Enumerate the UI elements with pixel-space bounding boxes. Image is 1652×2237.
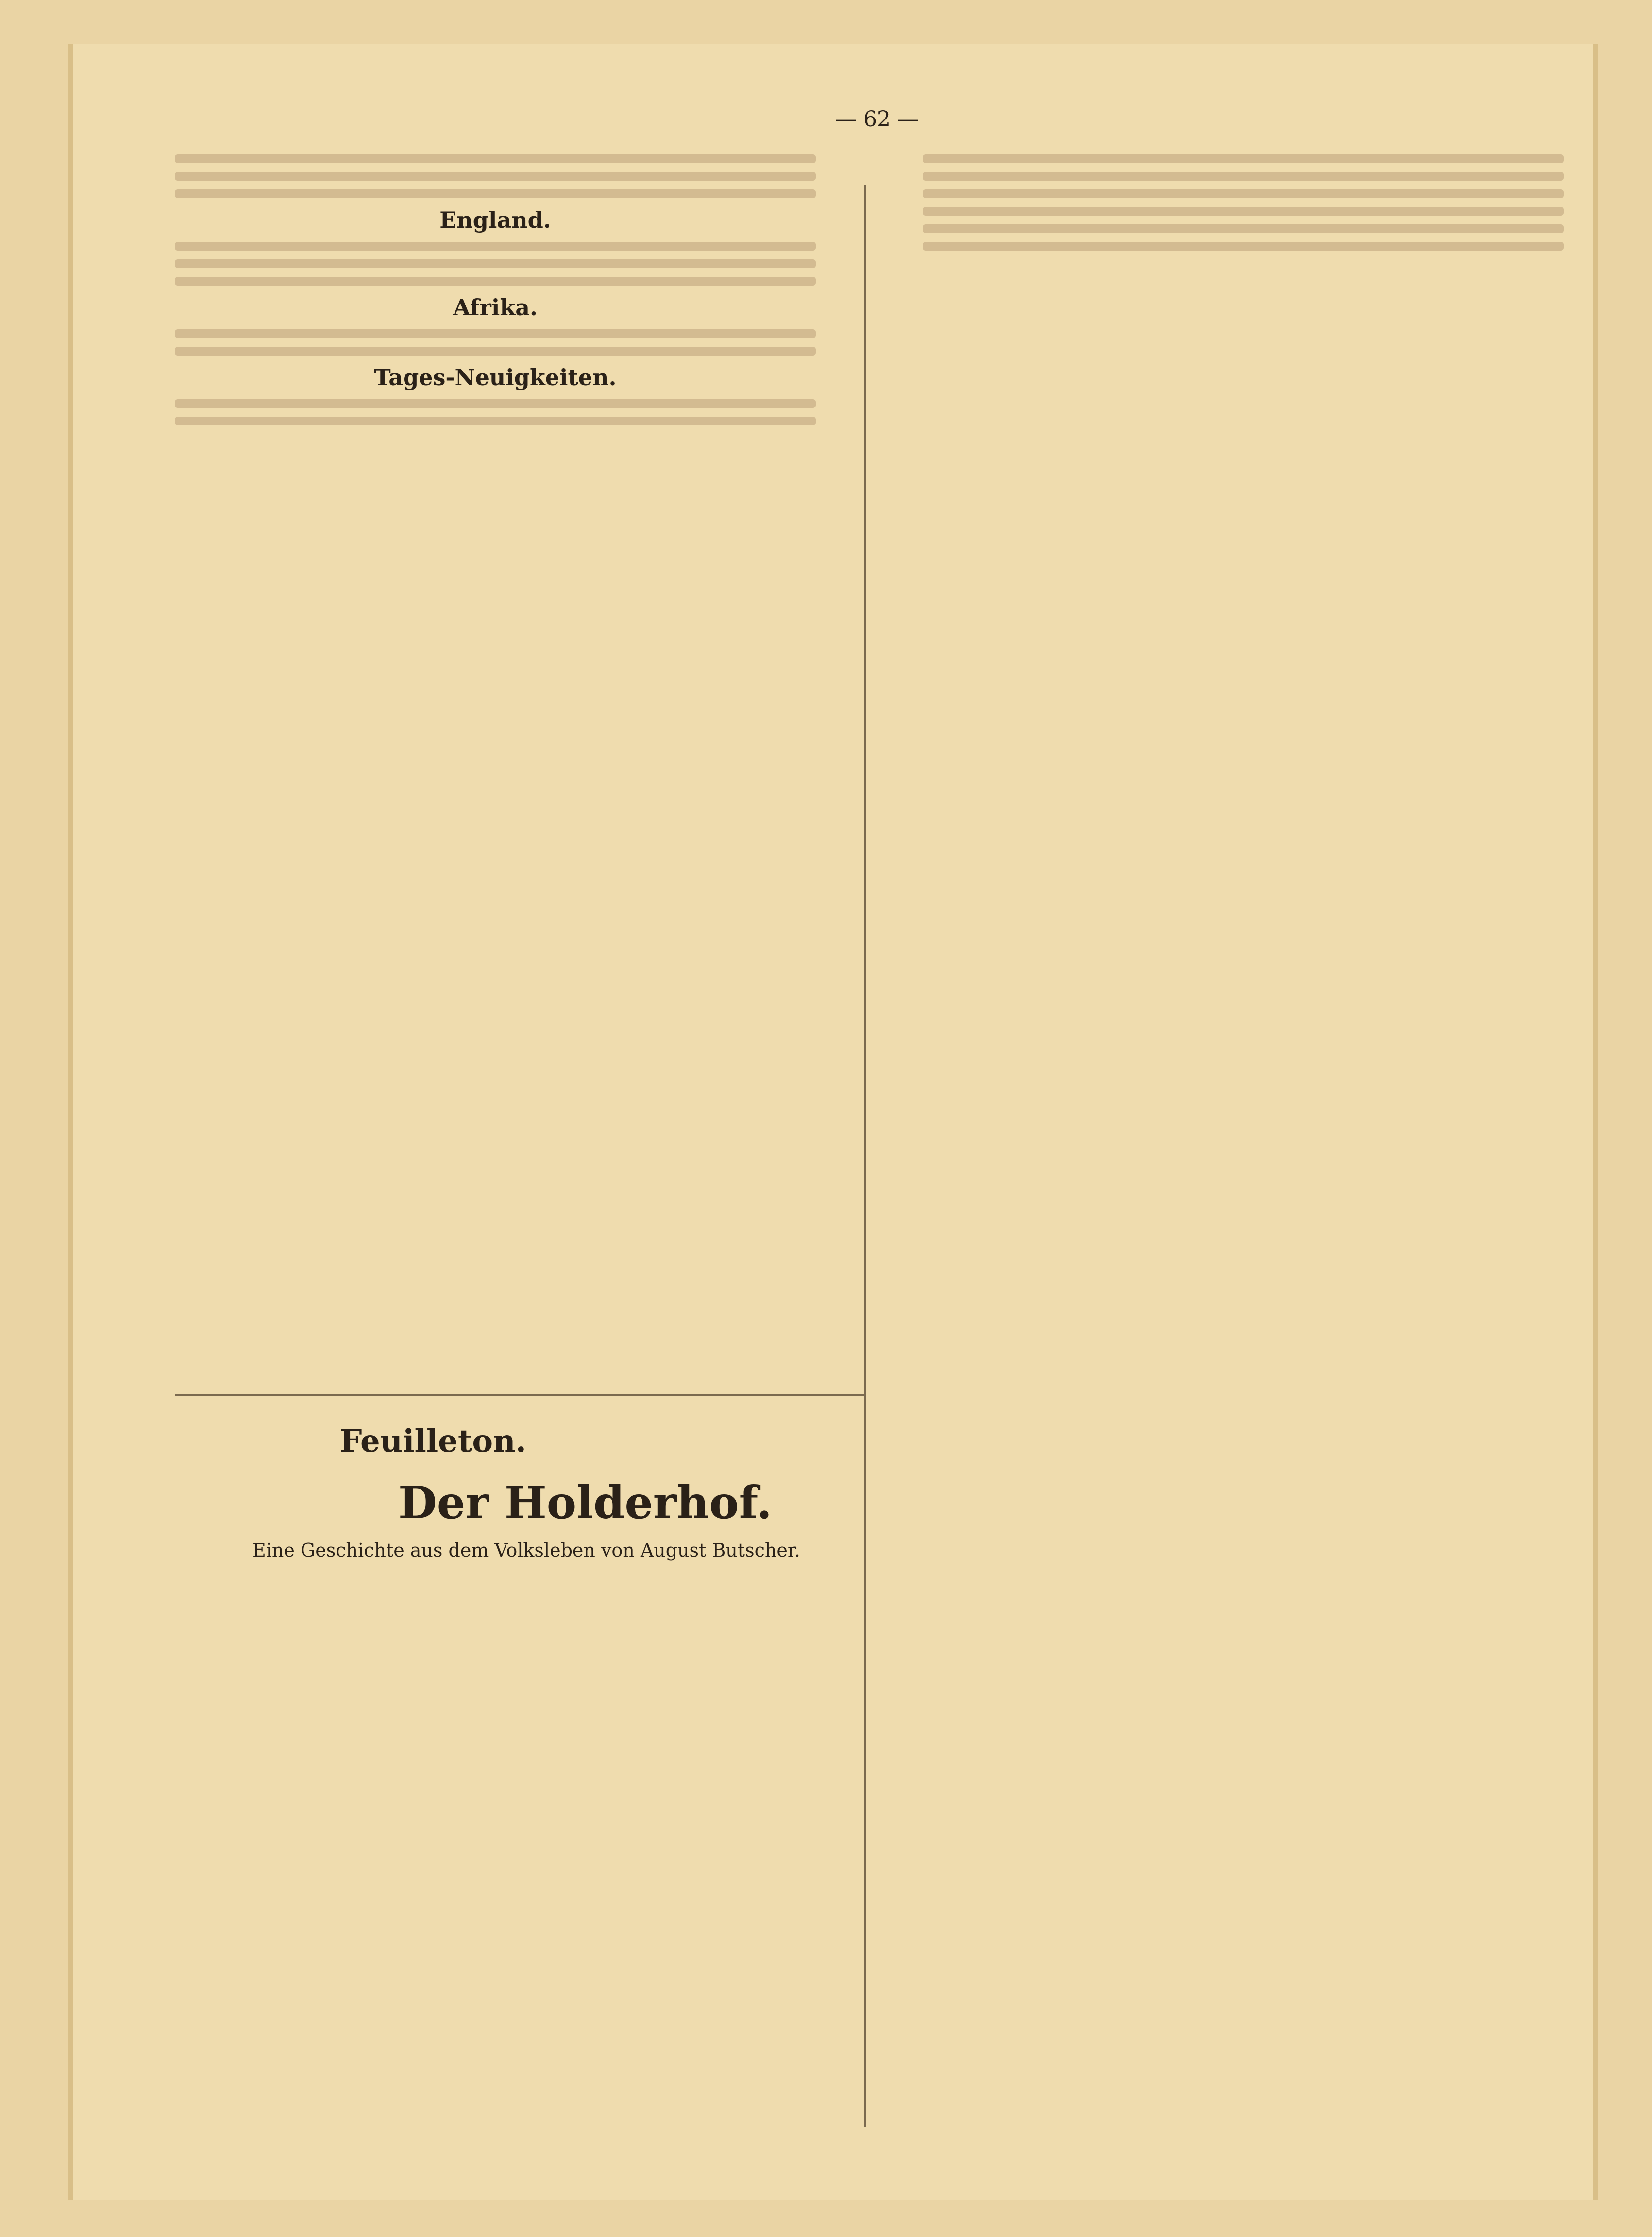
text-block <box>923 224 1564 233</box>
section-heading-afrika: Afrika. <box>453 294 538 321</box>
text-block <box>175 347 816 356</box>
text-block <box>923 172 1564 181</box>
text-block <box>923 207 1564 216</box>
section-heading-england: England. <box>439 207 551 233</box>
story-subtitle: Eine Geschichte aus dem Volksleben von August Butscher. <box>253 1540 800 1561</box>
text-block <box>923 189 1564 198</box>
page-edge-right <box>1593 44 1598 2200</box>
text-block <box>175 259 816 268</box>
text-block <box>175 399 816 408</box>
feuilleton-label: Feuilleton. <box>340 1423 526 1459</box>
text-block <box>175 277 816 286</box>
news-heading: Tages-Neuigkeiten. <box>374 364 617 390</box>
column-divider <box>864 185 866 2127</box>
text-block <box>923 154 1564 163</box>
text-block <box>175 242 816 251</box>
right-column <box>923 146 1564 1846</box>
text-block <box>175 417 816 425</box>
text-block <box>923 242 1564 251</box>
left-column <box>175 146 816 1846</box>
page-edge-left <box>68 44 73 2200</box>
feuilleton-rule <box>175 1394 864 1396</box>
text-block <box>175 329 816 338</box>
text-block <box>175 189 816 198</box>
page-number: — 62 — <box>835 107 919 132</box>
text-block <box>175 172 816 181</box>
text-block <box>175 154 816 163</box>
story-title: Der Holderhof. <box>398 1476 772 1529</box>
